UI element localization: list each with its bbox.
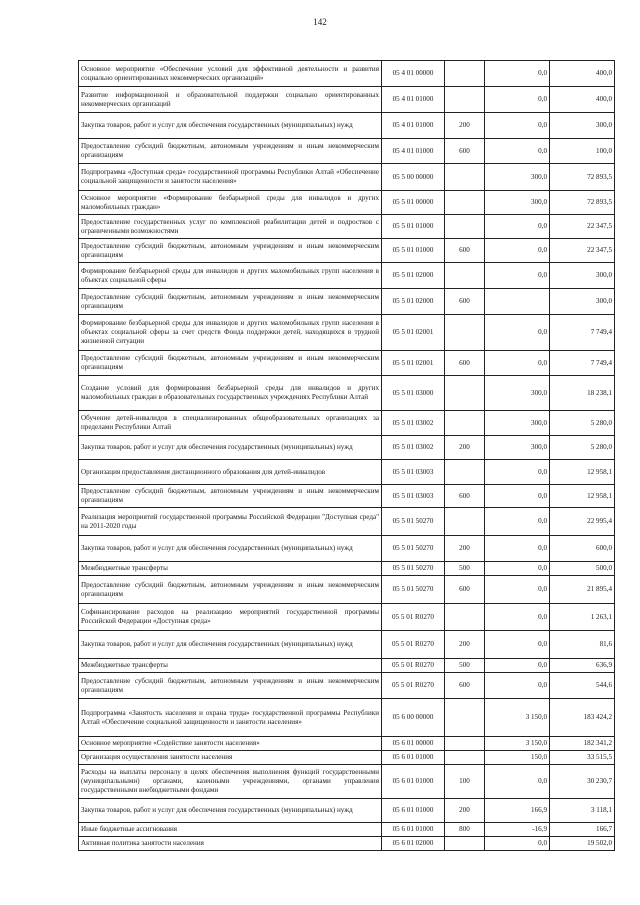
row-value-2: 182 341,2: [550, 737, 615, 751]
row-name: Формирование безбарьерной среды для инвалидов и других маломобильных групп населения в объектах социальной сферы за счет средств Фонда поддержки детей, находящихся в трудной жизненной ситуации: [79, 315, 382, 351]
row-name: Основное мероприятие «Формирование безбарьерной среды для инвалидов и других маломобильных граждан»: [79, 191, 382, 215]
row-type: 200: [445, 536, 485, 562]
row-type: 200: [445, 631, 485, 659]
row-type: [445, 508, 485, 536]
row-value-1: 0,0: [485, 631, 550, 659]
row-type: [445, 699, 485, 737]
row-type: [445, 191, 485, 215]
row-value-2: 12 958,1: [550, 485, 615, 508]
row-type: [445, 376, 485, 411]
row-name: Основное мероприятие «Обеспечение условий для эффективной деятельности и развития социально ориентированных некоммерческих организаций»: [79, 61, 382, 87]
budget-table-body: [79, 61, 615, 851]
row-type: 600: [445, 239, 485, 263]
row-name: Формирование безбарьерной среды для инвалидов и других маломобильных групп населения в объектах социальной сферы: [79, 263, 382, 289]
row-name: Основное мероприятие «Содействие занятости населения»: [79, 737, 382, 751]
table-row: [79, 191, 615, 215]
row-name: Предоставление государственных услуг по комплексной реабилитации детей и подростков с ограниченными возможностями: [79, 215, 382, 239]
table-row: [79, 576, 615, 604]
table-row: [79, 351, 615, 376]
row-type: [445, 315, 485, 351]
row-name: Предоставление субсидий бюджетным, автономным учреждениям и иным некоммерческим организациям: [79, 351, 382, 376]
row-value-1: 0,0: [485, 139, 550, 164]
row-type: 500: [445, 562, 485, 576]
table-row: [79, 61, 615, 87]
table-row: [79, 699, 615, 737]
row-type: 500: [445, 659, 485, 673]
row-value-2: 1 263,1: [550, 604, 615, 631]
row-name: Закупка товаров, работ и услуг для обеспечения государственных (муниципальных) нужд: [79, 536, 382, 562]
row-value-1: 166,9: [485, 799, 550, 823]
row-value-1: 0,0: [485, 239, 550, 263]
row-value-2: 72 893,5: [550, 191, 615, 215]
table-row: [79, 799, 615, 823]
table-row: [79, 315, 615, 351]
row-value-2: 7 749,4: [550, 315, 615, 351]
row-name: Софинансирование расходов на реализацию мероприятий государственной программы Российской Федерации «Доступная среда»: [79, 604, 382, 631]
row-name: Межбюджетные трансферты: [79, 659, 382, 673]
table-row: [79, 823, 615, 837]
row-value-1: 0,0: [485, 263, 550, 289]
row-name: Иные бюджетные ассигнования: [79, 823, 382, 837]
row-code: 05 5 01 02001: [382, 351, 445, 376]
row-code: 05 4 01 01000: [382, 139, 445, 164]
row-value-2: 400,0: [550, 87, 615, 113]
row-type: [445, 215, 485, 239]
row-code: 05 5 01 02000: [382, 263, 445, 289]
row-value-2: 22 347,5: [550, 215, 615, 239]
row-code: 05 5 01 03002: [382, 411, 445, 436]
row-name: Обучение детей-инвалидов в специализированных общеобразовательных организациях за пределами Республики Алтай: [79, 411, 382, 436]
row-type: [445, 164, 485, 191]
row-value-1: 0,0: [485, 61, 550, 87]
row-code: 05 5 01 50270: [382, 562, 445, 576]
row-name: Межбюджетные трансферты: [79, 562, 382, 576]
row-code: 05 6 01 02000: [382, 837, 445, 851]
row-type: 600: [445, 351, 485, 376]
row-value-1: 300,0: [485, 164, 550, 191]
row-value-1: 0,0: [485, 485, 550, 508]
row-code: 05 6 00 00000: [382, 699, 445, 737]
table-row: [79, 263, 615, 289]
table-row: [79, 460, 615, 485]
table-row: [79, 536, 615, 562]
row-code: 05 5 01 R0270: [382, 604, 445, 631]
row-code: 05 5 00 00000: [382, 164, 445, 191]
row-type: 200: [445, 799, 485, 823]
row-code: 05 5 01 00000: [382, 191, 445, 215]
row-value-2: 22 995,4: [550, 508, 615, 536]
table-row: [79, 436, 615, 460]
row-name: Предоставление субсидий бюджетным, автономным учреждениям и иным некоммерческим организациям: [79, 673, 382, 699]
row-value-2: 544,6: [550, 673, 615, 699]
row-value-1: 0,0: [485, 659, 550, 673]
row-code: 05 6 01 01000: [382, 823, 445, 837]
row-value-1: 0,0: [485, 87, 550, 113]
row-type: 100: [445, 765, 485, 799]
table-row: [79, 239, 615, 263]
row-value-2: 5 280,0: [550, 411, 615, 436]
row-type: [445, 460, 485, 485]
row-code: 05 5 01 03000: [382, 376, 445, 411]
row-type: 600: [445, 289, 485, 315]
row-code: 05 5 01 03002: [382, 436, 445, 460]
row-type: [445, 604, 485, 631]
table-row: [79, 751, 615, 765]
row-name: Закупка товаров, работ и услуг для обеспечения государственных (муниципальных) нужд: [79, 799, 382, 823]
row-value-2: 300,0: [550, 289, 615, 315]
row-value-1: 0,0: [485, 315, 550, 351]
table-row: [79, 139, 615, 164]
row-name: Предоставление субсидий бюджетным, автономным учреждениям и иным некоммерческим организациям: [79, 239, 382, 263]
row-value-2: 5 280,0: [550, 436, 615, 460]
row-value-1: 0,0: [485, 562, 550, 576]
row-name: Активная политика занятости населения: [79, 837, 382, 851]
row-value-2: 22 347,5: [550, 239, 615, 263]
row-name: Создание условий для формирования безбарьерной среды для инвалидов и других маломобильных граждан в образовательных государственных учреждениях Республики Алтай: [79, 376, 382, 411]
row-type: [445, 737, 485, 751]
row-value-1: 0,0: [485, 460, 550, 485]
row-value-1: 3 150,0: [485, 699, 550, 737]
row-value-1: -16,9: [485, 823, 550, 837]
row-code: 05 4 01 00000: [382, 61, 445, 87]
row-code: 05 5 01 01000: [382, 215, 445, 239]
row-value-2: 500,0: [550, 562, 615, 576]
row-name: Закупка товаров, работ и услуг для обеспечения государственных (муниципальных) нужд: [79, 631, 382, 659]
row-type: [445, 751, 485, 765]
row-code: 05 5 01 R0270: [382, 673, 445, 699]
row-value-1: 0,0: [485, 536, 550, 562]
row-value-1: 0,0: [485, 508, 550, 536]
row-code: 05 5 01 50270: [382, 508, 445, 536]
row-value-2: 7 749,4: [550, 351, 615, 376]
row-code: 05 6 01 00000: [382, 737, 445, 751]
row-name: Организация предоставления дистанционного образования для детей-инвалидов: [79, 460, 382, 485]
row-name: Реализация мероприятий государственной программы Российской Федерации "Доступная среда" на 2011-2020 годы: [79, 508, 382, 536]
row-code: 05 4 01 01000: [382, 87, 445, 113]
row-code: 05 6 01 01000: [382, 751, 445, 765]
row-value-2: 100,0: [550, 139, 615, 164]
row-value-1: 0,0: [485, 576, 550, 604]
row-value-2: 81,6: [550, 631, 615, 659]
row-value-2: 183 424,2: [550, 699, 615, 737]
row-type: 600: [445, 576, 485, 604]
page-number: 142: [313, 17, 327, 27]
row-value-1: 300,0: [485, 191, 550, 215]
row-type: 600: [445, 139, 485, 164]
table-row: [79, 164, 615, 191]
row-name: Предоставление субсидий бюджетным, автономным учреждениям и иным некоммерческим организациям: [79, 485, 382, 508]
budget-table: [78, 60, 615, 851]
row-type: 200: [445, 436, 485, 460]
table-row: [79, 604, 615, 631]
row-type: 800: [445, 823, 485, 837]
row-value-2: 300,0: [550, 113, 615, 139]
row-code: 05 5 01 R0270: [382, 659, 445, 673]
row-value-2: 12 958,1: [550, 460, 615, 485]
row-name: Развитие информационной и образовательной поддержки социально ориентированных некоммерческих организаций: [79, 87, 382, 113]
table-row: [79, 87, 615, 113]
table-row: [79, 411, 615, 436]
table-row: [79, 737, 615, 751]
row-value-1: 0,0: [485, 215, 550, 239]
table-row: [79, 837, 615, 851]
row-value-1: 0,0: [485, 351, 550, 376]
row-value-1: 0,0: [485, 604, 550, 631]
row-type: [445, 411, 485, 436]
row-value-2: 300,0: [550, 263, 615, 289]
row-name: Закупка товаров, работ и услуг для обеспечения государственных (муниципальных) нужд: [79, 113, 382, 139]
row-value-1: 0,0: [485, 113, 550, 139]
row-type: 600: [445, 673, 485, 699]
table-row: [79, 508, 615, 536]
row-value-2: 166,7: [550, 823, 615, 837]
row-value-2: 30 230,7: [550, 765, 615, 799]
row-type: 200: [445, 113, 485, 139]
row-value-2: 400,0: [550, 61, 615, 87]
row-value-1: 150,0: [485, 751, 550, 765]
table-row: [79, 631, 615, 659]
row-code: 05 5 01 50270: [382, 576, 445, 604]
table-row: [79, 673, 615, 699]
row-name: Предоставление субсидий бюджетным, автономным учреждениям и иным некоммерческим организациям: [79, 576, 382, 604]
table-row: [79, 485, 615, 508]
row-name: Организация осуществления занятости населения: [79, 751, 382, 765]
row-name: Предоставление субсидий бюджетным, автономным учреждениям и иным некоммерческим организациям: [79, 139, 382, 164]
row-value-2: 19 502,0: [550, 837, 615, 851]
row-value-1: 0,0: [485, 837, 550, 851]
row-value-2: 21 895,4: [550, 576, 615, 604]
row-value-1: 0,0: [485, 765, 550, 799]
row-code: 05 5 01 02001: [382, 315, 445, 351]
table-row: [79, 289, 615, 315]
row-type: 600: [445, 485, 485, 508]
row-value-1: 300,0: [485, 376, 550, 411]
row-code: 05 5 01 03003: [382, 485, 445, 508]
row-value-2: 600,0: [550, 536, 615, 562]
row-value-1: 0,0: [485, 673, 550, 699]
row-name: Закупка товаров, работ и услуг для обеспечения государственных (муниципальных) нужд: [79, 436, 382, 460]
row-value-2: 636,9: [550, 659, 615, 673]
table-row: [79, 765, 615, 799]
row-code: 05 5 01 R0270: [382, 631, 445, 659]
row-type: [445, 61, 485, 87]
row-code: 05 6 01 01000: [382, 799, 445, 823]
row-name: Расходы на выплаты персоналу в целях обеспечения выполнения функций государственными (муниципальными) органами, казенными учреждениями, органами управления государственными внебюджетными фондами: [79, 765, 382, 799]
row-code: 05 5 01 03003: [382, 460, 445, 485]
row-code: 05 5 01 50270: [382, 536, 445, 562]
row-value-1: [485, 289, 550, 315]
row-value-2: 18 238,1: [550, 376, 615, 411]
row-code: 05 5 01 02000: [382, 289, 445, 315]
table-row: [79, 659, 615, 673]
row-code: 05 6 01 01000: [382, 765, 445, 799]
row-name: Подпрограмма «Занятость населения и охрана труда» государственной программы Республики Алтай «Обеспечение социальной защищенности и занятости населения»: [79, 699, 382, 737]
row-type: [445, 87, 485, 113]
row-value-1: 300,0: [485, 436, 550, 460]
row-value-2: 33 515,5: [550, 751, 615, 765]
table-row: [79, 562, 615, 576]
row-value-2: 72 893,5: [550, 164, 615, 191]
row-value-1: 300,0: [485, 411, 550, 436]
row-value-1: 3 150,0: [485, 737, 550, 751]
table-row: [79, 376, 615, 411]
row-name: Предоставление субсидий бюджетным, автономным учреждениям и иным некоммерческим организациям: [79, 289, 382, 315]
row-name: Подпрограмма «Доступная среда» государственной программы Республики Алтай «Обеспечение социальной защищенности и занятости населения»: [79, 164, 382, 191]
row-value-2: 3 118,1: [550, 799, 615, 823]
row-code: 05 4 01 01000: [382, 113, 445, 139]
row-type: [445, 837, 485, 851]
row-type: [445, 263, 485, 289]
table-row: [79, 215, 615, 239]
row-code: 05 5 01 01000: [382, 239, 445, 263]
table-row: [79, 113, 615, 139]
